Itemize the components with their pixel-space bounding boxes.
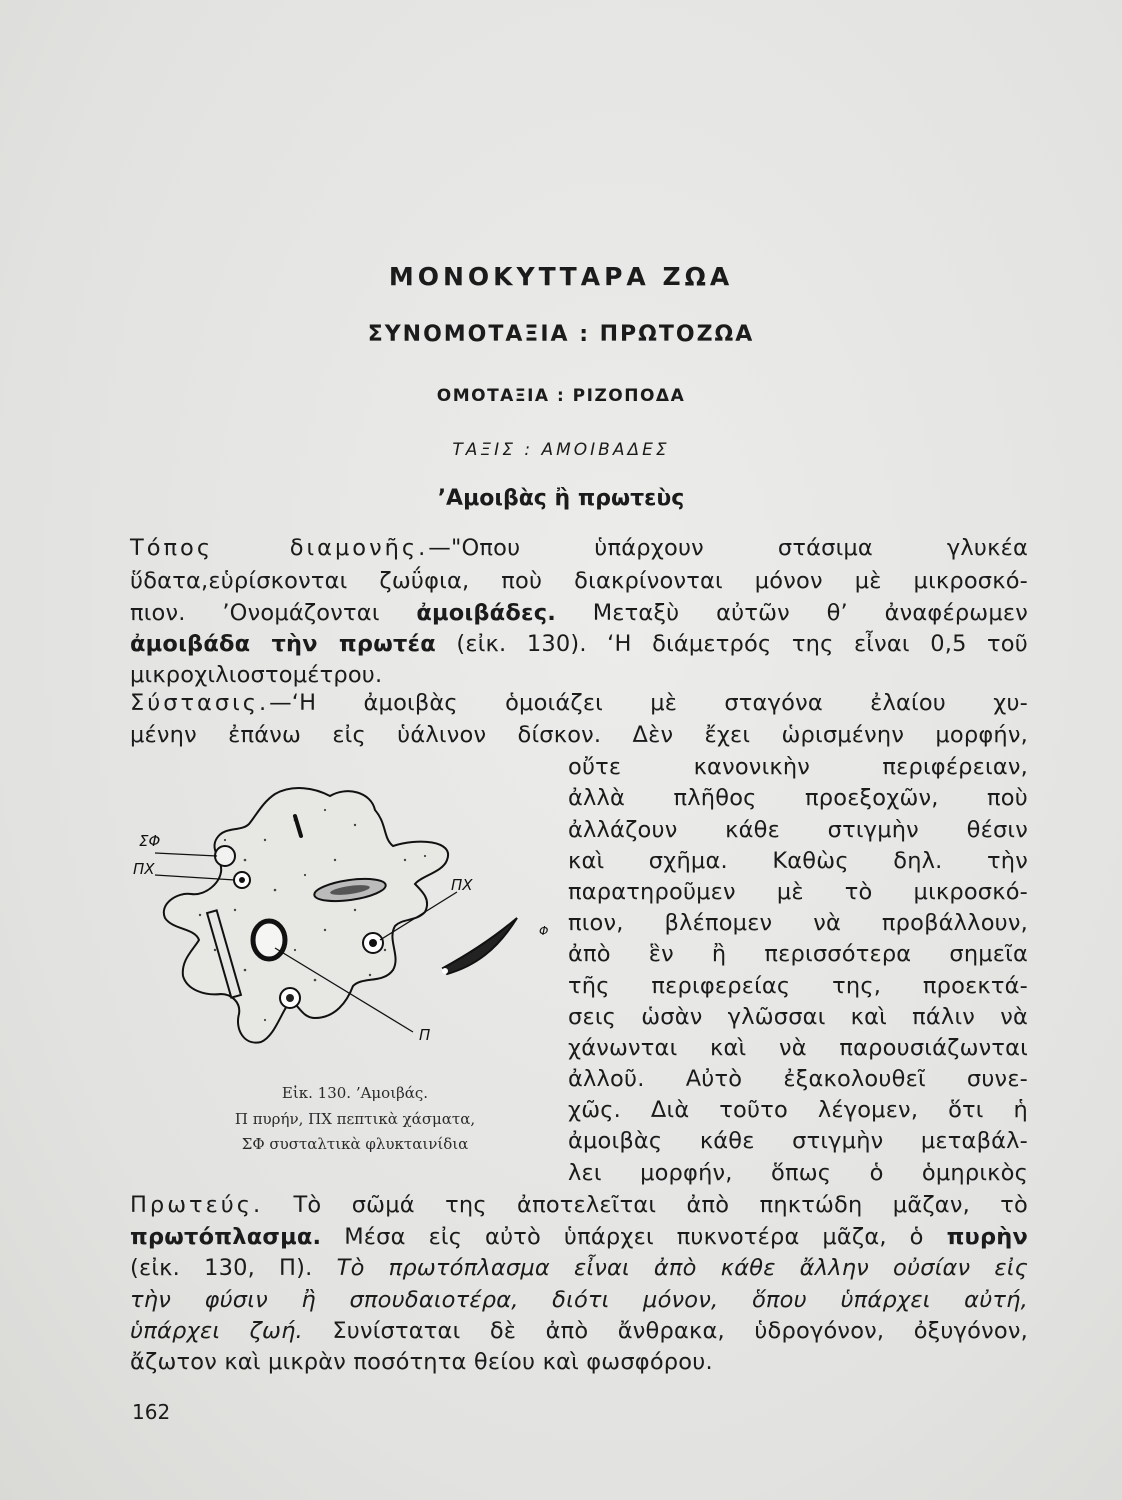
- nucleus: [253, 921, 285, 959]
- p2-right-line-4: καὶ σχῆμα. Καθὼς δηλ. τὴν: [568, 848, 1028, 874]
- figure-caption-3: ΣΦ συσταλτικὰ φλυκταινίδια: [241, 1135, 469, 1153]
- label-px-left: ΠΧ: [133, 860, 155, 878]
- p1-line-1: Τόπος διαμονῆς.—"Οπου ὑπάρχουν στάσιμα γλυκέα: [130, 535, 1028, 561]
- p2-full-line-1: Πρωτεύς. Τὸ σῶμά της ἀποτελεῖται ἀπὸ πηκτώδη μᾶζαν, τὸ: [130, 1192, 1028, 1218]
- chapter-title: ΜΟΝΟΚΥΤΤΑΡΑ ΖΩΑ: [388, 262, 734, 291]
- p2-right-line-5: παρατηροῦμεν μὲ τὸ μικροσκό-: [568, 879, 1028, 905]
- p2-right-line-10: χάνωνται καὶ νὰ παρουσιάζωνται: [568, 1035, 1028, 1061]
- p2-full-line-2: πρωτόπλασμα. Μέσα εἰς αὐτὸ ὑπάρχει πυκνοτέρα μᾶζα, ὁ πυρὴν: [130, 1224, 1029, 1250]
- label-f: Φ: [539, 924, 549, 938]
- p1-line-5: μικροχιλιοστομέτρου.: [130, 662, 383, 688]
- p2-line-1: Σύστασις.—‘Η ἀμοιβὰς ὁμοιάζει μὲ σταγόνα ἐλαίου χυ-: [130, 690, 1028, 716]
- p2-full-line-4: τὴν φύσιν ἢ σπουδαιοτέρα, διότι μόνον, ὅπου ὑπάρχει αὐτή,: [130, 1287, 1028, 1313]
- p2-right-line-11: ἀλλοῦ. Αὐτὸ ἐξακολουθεῖ συνε-: [568, 1066, 1028, 1092]
- p2-right-line-14: λει μορφήν, ὅπως ὁ ὁμηρικὸς: [568, 1160, 1028, 1186]
- p2-right-line-12: χῶς. Διὰ τοῦτο λέγομεν, ὅτι ἡ: [568, 1097, 1028, 1123]
- p1-line-4: ἀμοιβάδα τὴν πρωτέα (εἰκ. 130). ‘Η διάμετρός της εἶναι 0,5 τοῦ: [130, 631, 1028, 657]
- contractile-vacuole: [215, 846, 235, 866]
- p2-right-line-8: τῆς περιφερείας της, προεκτά-: [568, 973, 1028, 999]
- p2-right-line-2: ἀλλὰ πλῆθος προεξοχῶν, ποὺ: [568, 785, 1028, 811]
- label-sf: ΣΦ: [139, 832, 161, 850]
- p2-right-line-3: ἀλλάζουν κάθε στιγμὴν θέσιν: [568, 817, 1028, 843]
- p2-right-line-1: οὔτε κανονικὴν περιφέρειαν,: [568, 754, 1028, 780]
- p1-line-2: ὕδατα,εὑρίσκονται ζωΰφια, ποὺ διακρίνονται μόνον μὲ μικροσκό-: [130, 568, 1028, 594]
- p2-full-line-6: ἄζωτον καὶ μικρὰν ποσότητα θείου καὶ φωσφόρου.: [130, 1349, 713, 1375]
- p2-right-line-9: σεις ὡσὰν γλῶσσαι καὶ πάλιν νὰ: [568, 1004, 1028, 1030]
- p1-line-3: πιον. ’Ονομάζονται ἀμοιβάδες. Μεταξὺ αὐτῶν θ’ ἀναφέρωμεν: [130, 600, 1028, 626]
- amoeba-body: [164, 788, 448, 1042]
- p2-right-line-13: ἀμοιβὰς κάθε στιγμὴν μεταβάλ-: [568, 1128, 1028, 1154]
- flagellate-prey: [443, 918, 517, 974]
- amoeba-figure: [125, 780, 565, 1080]
- p2-full-line-5: ὑπάρχει ζωή. Συνίσταται δὲ ἀπὸ ἄνθρακα, ὑδρογόνον, ὀξυγόνον,: [130, 1318, 1028, 1344]
- label-px-right: ΠΧ: [451, 876, 473, 894]
- figure-caption-1: Εἰκ. 130. ’Αμοιβάς.: [281, 1084, 429, 1102]
- page-number: 162: [132, 1400, 171, 1424]
- order-heading: ΤΑΞΙΣ : ΑΜΟΙΒΑΔΕΣ: [452, 440, 670, 460]
- p2-line-2: μένην ἐπάνω εἰς ὑάλινον δίσκον. Δὲν ἔχει ὡρισμένην μορφήν,: [130, 722, 1028, 748]
- p2-full-line-3: (εἰκ. 130, Π). Τὸ πρωτόπλασμα εἶναι ἀπὸ κάθε ἄλλην οὐσίαν εἰς: [130, 1255, 1028, 1281]
- p2-right-line-6: πιον, βλέπομεν νὰ προβάλλουν,: [568, 910, 1028, 936]
- class-heading: ΟΜΟΤΑΞΙΑ : ΡΙΖΟΠΟΔΑ: [436, 386, 686, 406]
- section-title: ’Αμοιβὰς ἢ πρωτεὺς: [437, 486, 685, 511]
- figure-caption-2: Π πυρήν, ΠΧ πεπτικὰ χάσματα,: [234, 1110, 476, 1128]
- p2-right-line-7: ἀπὸ ἓν ἢ περισσότερα σημεῖα: [568, 941, 1028, 967]
- label-p: Π: [419, 1026, 431, 1044]
- phylum-heading: ΣΥΝΟΜΟΤΑΞΙΑ : ΠΡΩΤΟΖΩΑ: [367, 322, 755, 347]
